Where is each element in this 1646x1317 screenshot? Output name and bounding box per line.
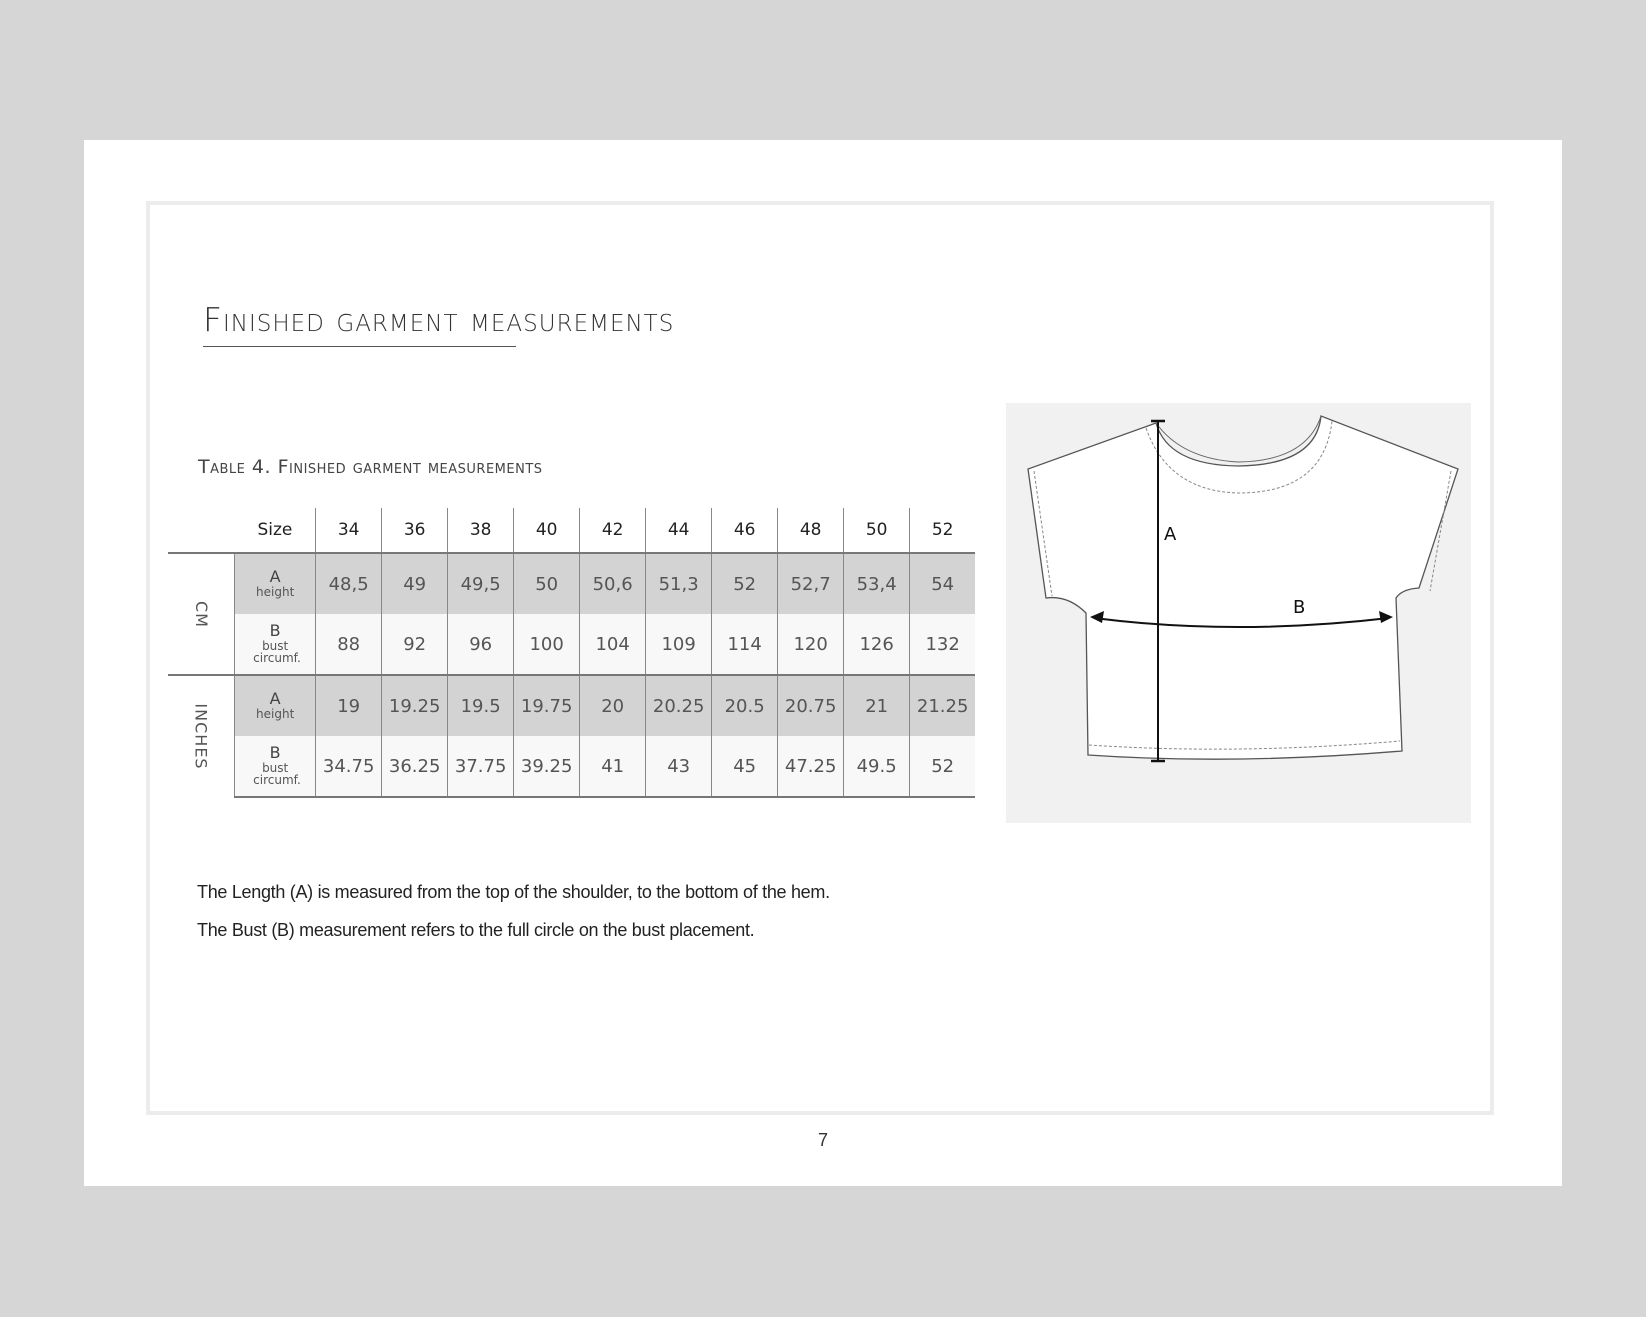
title-underline bbox=[203, 346, 516, 347]
unit-label bbox=[168, 675, 235, 797]
size-header: Size bbox=[257, 520, 293, 540]
measurement-cell: 20 bbox=[580, 675, 646, 736]
row-label-letter: B bbox=[269, 621, 281, 640]
measurement-cell: 47.25 bbox=[778, 736, 844, 797]
note-length: The Length (A) is measured from the top of the shoulder, to the bottom of the hem. bbox=[197, 882, 830, 902]
row-label bbox=[235, 614, 316, 675]
measurement-cell: 43 bbox=[646, 736, 712, 797]
measurement-cell: 19.25 bbox=[382, 675, 448, 736]
measurement-cell: 49,5 bbox=[448, 553, 514, 614]
measurement-cell: 37.75 bbox=[448, 736, 514, 797]
unit-label-text: INCHES bbox=[191, 703, 211, 770]
measurement-cell: 21 bbox=[844, 675, 910, 736]
row-label-description: bust circumf. bbox=[253, 638, 301, 666]
measurement-cell: 126 bbox=[844, 614, 910, 675]
measurement-cell: 109 bbox=[646, 614, 712, 675]
table-row bbox=[168, 614, 975, 675]
row-label bbox=[235, 675, 316, 736]
row-label bbox=[235, 736, 316, 797]
table-row bbox=[168, 736, 975, 797]
header-blank-cell bbox=[168, 508, 235, 553]
row-label-description: bust circumf. bbox=[253, 760, 301, 788]
measurement-cell: 104 bbox=[580, 614, 646, 675]
size-header-cell: 44 bbox=[646, 508, 712, 553]
table-caption: Table 4. Finished garment measurements bbox=[198, 456, 543, 478]
measurement-cell: 114 bbox=[712, 614, 778, 675]
measurements-table bbox=[168, 508, 975, 798]
measurement-cell: 120 bbox=[778, 614, 844, 675]
measurement-cell: 52 bbox=[712, 553, 778, 614]
measurement-cell: 41 bbox=[580, 736, 646, 797]
table-row bbox=[168, 675, 975, 736]
measurement-cell: 34.75 bbox=[316, 736, 382, 797]
size-header-cell: 36 bbox=[382, 508, 448, 553]
measurement-cell: 49.5 bbox=[844, 736, 910, 797]
page-number: 7 bbox=[817, 1130, 828, 1150]
note-bust: The Bust (B) measurement refers to the full circle on the bust placement. bbox=[197, 920, 755, 940]
tshirt-outline bbox=[1028, 416, 1458, 759]
size-header-cell: 52 bbox=[910, 508, 976, 553]
label-a: A bbox=[1164, 524, 1177, 545]
measurement-cell: 45 bbox=[712, 736, 778, 797]
row-label-description: height bbox=[256, 585, 295, 600]
size-header-cell: 40 bbox=[514, 508, 580, 553]
measurement-cell: 21.25 bbox=[910, 675, 976, 736]
measurement-cell: 19.5 bbox=[448, 675, 514, 736]
table-body bbox=[168, 553, 975, 797]
size-header-cell: 46 bbox=[712, 508, 778, 553]
row-label bbox=[235, 553, 316, 614]
measurement-cell: 132 bbox=[910, 614, 976, 675]
unit-label bbox=[168, 553, 235, 675]
notes bbox=[197, 882, 830, 958]
measurement-cell: 52 bbox=[910, 736, 976, 797]
tshirt-drawing bbox=[1006, 403, 1471, 823]
row-label-letter: A bbox=[269, 689, 281, 709]
label-b: B bbox=[1293, 597, 1306, 618]
measurement-cell: 50 bbox=[514, 553, 580, 614]
measurement-cell: 88 bbox=[316, 614, 382, 675]
row-label-letter: A bbox=[269, 567, 281, 587]
measurement-cell: 52,7 bbox=[778, 553, 844, 614]
measurement-cell: 49 bbox=[382, 553, 448, 614]
measurement-cell: 51,3 bbox=[646, 553, 712, 614]
measurement-cell: 53,4 bbox=[844, 553, 910, 614]
row-label-letter: B bbox=[269, 743, 281, 762]
unit-label-text: CM bbox=[191, 600, 211, 628]
measurement-cell: 36.25 bbox=[382, 736, 448, 797]
measurement-cell: 100 bbox=[514, 614, 580, 675]
table-header-row bbox=[168, 508, 975, 553]
measurement-cell: 19 bbox=[316, 675, 382, 736]
measurement-cell: 54 bbox=[910, 553, 976, 614]
measurement-cell: 39.25 bbox=[514, 736, 580, 797]
measurement-cell: 50,6 bbox=[580, 553, 646, 614]
measurement-cell: 48,5 bbox=[316, 553, 382, 614]
measurement-cell: 96 bbox=[448, 614, 514, 675]
measurement-cell: 19.75 bbox=[514, 675, 580, 736]
garment-diagram bbox=[1006, 403, 1471, 823]
measurement-cell: 20.25 bbox=[646, 675, 712, 736]
size-header-cell: 38 bbox=[448, 508, 514, 553]
size-header-cell: 42 bbox=[580, 508, 646, 553]
row-label-description: height bbox=[256, 707, 295, 722]
measurement-cell: 20.5 bbox=[712, 675, 778, 736]
size-header-cell: 50 bbox=[844, 508, 910, 553]
measurement-cell: 20.75 bbox=[778, 675, 844, 736]
page-title: Finished garment measurements bbox=[203, 300, 675, 339]
size-header-cell: 48 bbox=[778, 508, 844, 553]
table-row bbox=[168, 553, 975, 614]
size-header-cell: 34 bbox=[316, 508, 382, 553]
document-page bbox=[84, 140, 1562, 1186]
measurement-cell: 92 bbox=[382, 614, 448, 675]
